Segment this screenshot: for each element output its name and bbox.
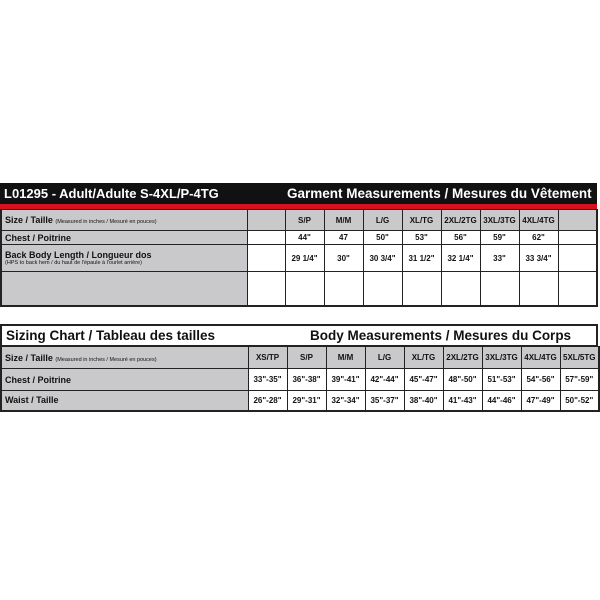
- table-cell: 33 3/4": [519, 245, 558, 272]
- table-cell: [247, 245, 285, 272]
- table-cell: 33"-35": [248, 369, 287, 391]
- garment-header-bar: [0, 183, 597, 204]
- table-cell: 54"-56": [521, 369, 560, 391]
- table-cell: 62": [519, 231, 558, 245]
- garment-length-row: [1, 245, 597, 272]
- table-cell: XS/TP: [248, 347, 287, 369]
- table-cell: 5XL/5TG: [560, 347, 599, 369]
- table-cell: 45"-47": [404, 369, 443, 391]
- table-cell: 39"-41": [326, 369, 365, 391]
- row-label: [1, 272, 247, 306]
- table-cell: 50": [363, 231, 402, 245]
- table-cell: 41"-43": [443, 391, 482, 411]
- table-cell: L/G: [363, 210, 402, 231]
- table-cell: 30": [324, 245, 363, 272]
- table-cell: [441, 272, 480, 306]
- row-label: Size / Taille (Measured in inches / Mesuré en pouces): [1, 347, 248, 369]
- table-cell: 56": [441, 231, 480, 245]
- table-cell: [247, 231, 285, 245]
- table-cell: S/P: [285, 210, 324, 231]
- garment-measurements-table: [0, 183, 597, 307]
- row-label: Chest / Poitrine: [1, 369, 248, 391]
- table-cell: [558, 272, 597, 306]
- table-cell: 36"-38": [287, 369, 326, 391]
- table-cell: 42"-44": [365, 369, 404, 391]
- table-cell: [402, 272, 441, 306]
- sizing-header-bar: [0, 324, 598, 346]
- table-cell: 47: [324, 231, 363, 245]
- table-cell: 48"-50": [443, 369, 482, 391]
- table-cell: 32"-34": [326, 391, 365, 411]
- garment-measurements-title: Garment Measurements / Mesures du Vêtement: [287, 186, 592, 201]
- table-cell: 4XL/4TG: [521, 347, 560, 369]
- table-cell: [247, 210, 285, 231]
- table-cell: 29 1/4": [285, 245, 324, 272]
- row-label: Waist / Taille: [1, 391, 248, 411]
- garment-blank-row: [1, 272, 597, 306]
- table-cell: 2XL/2TG: [443, 347, 482, 369]
- table-cell: [519, 272, 558, 306]
- table-cell: 31 1/2": [402, 245, 441, 272]
- garment-chest-row: [1, 231, 597, 245]
- table-cell: 29"-31": [287, 391, 326, 411]
- table-cell: S/P: [287, 347, 326, 369]
- garment-size-row: [1, 210, 597, 231]
- table-cell: L/G: [365, 347, 404, 369]
- table-cell: 33": [480, 245, 519, 272]
- table-cell: [285, 272, 324, 306]
- sizing-chest-row: [1, 369, 599, 391]
- row-label: Size / Taille (Measured in inches / Mesuré en pouces): [1, 210, 247, 231]
- table-cell: XL/TG: [404, 347, 443, 369]
- table-cell: [558, 245, 597, 272]
- body-measurements-title: Body Measurements / Mesures du Corps: [310, 328, 572, 343]
- table-cell: 30 3/4": [363, 245, 402, 272]
- table-cell: [480, 272, 519, 306]
- table-cell: [558, 231, 597, 245]
- row-label: Back Body Length / Longueur dos (HPS to back hem / du haut de l'épaule à l'ourlet arrière): [1, 245, 247, 272]
- table-cell: 50"-52": [560, 391, 599, 411]
- sizing-chart-table: [0, 324, 598, 412]
- sizing-size-row: [1, 347, 599, 369]
- table-cell: 3XL/3TG: [480, 210, 519, 231]
- table-cell: [247, 272, 285, 306]
- sizing-chart-title: Sizing Chart / Tableau des tailles: [6, 328, 216, 343]
- table-cell: M/M: [324, 210, 363, 231]
- table-cell: 2XL/2TG: [441, 210, 480, 231]
- sizing-grid: [0, 346, 600, 412]
- table-cell: 47"-49": [521, 391, 560, 411]
- table-cell: 53": [402, 231, 441, 245]
- garment-grid: [0, 209, 598, 307]
- table-cell: 26"-28": [248, 391, 287, 411]
- table-cell: 44"-46": [482, 391, 521, 411]
- table-cell: 38"-40": [404, 391, 443, 411]
- table-cell: [558, 210, 597, 231]
- table-cell: [363, 272, 402, 306]
- table-cell: 35"-37": [365, 391, 404, 411]
- table-cell: 57"-59": [560, 369, 599, 391]
- sizing-waist-row: [1, 391, 599, 411]
- row-label: Chest / Poitrine: [1, 231, 247, 245]
- table-cell: 59": [480, 231, 519, 245]
- table-cell: M/M: [326, 347, 365, 369]
- table-cell: XL/TG: [402, 210, 441, 231]
- table-cell: 51"-53": [482, 369, 521, 391]
- table-cell: 3XL/3TG: [482, 347, 521, 369]
- table-cell: 4XL/4TG: [519, 210, 558, 231]
- product-title: L01295 - Adult/Adulte S-4XL/P-4TG: [4, 186, 219, 201]
- table-cell: 32 1/4": [441, 245, 480, 272]
- table-cell: [324, 272, 363, 306]
- table-cell: 44": [285, 231, 324, 245]
